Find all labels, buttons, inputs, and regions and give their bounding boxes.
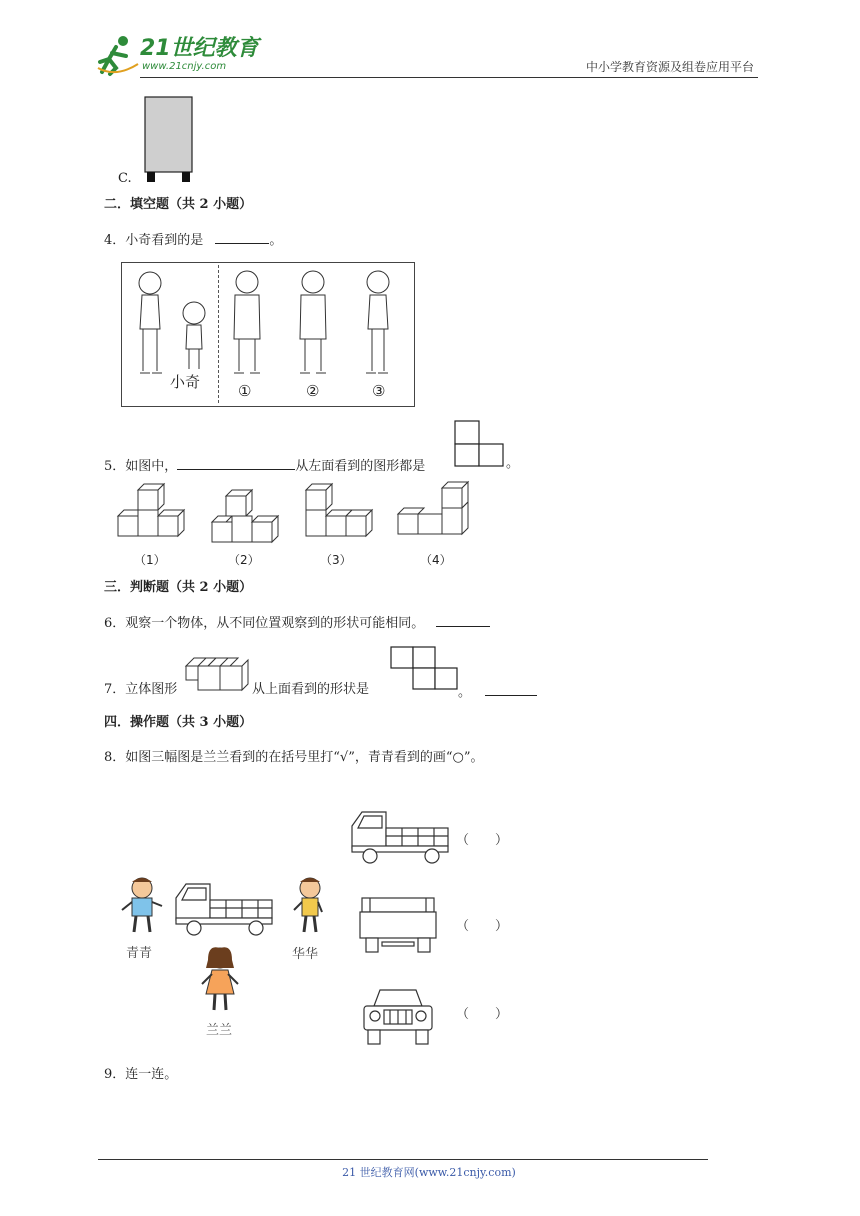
cube-label-2: （2） (228, 553, 260, 567)
boy-right-view (358, 267, 398, 377)
q4-option-2: ② (306, 382, 320, 400)
q9-text: 9．连一连。 (104, 1067, 178, 1082)
q5-period: 。 (506, 456, 520, 471)
qingqing-boy (122, 876, 162, 936)
section-fill-title: 二．填空题（共 2 小题） (104, 197, 253, 212)
cube-figure-3 (304, 484, 384, 546)
q5-left-view-shape (454, 420, 506, 468)
cube-label-3: （3） (320, 553, 352, 567)
huahua-label: 华华 (292, 947, 319, 962)
q4-option-3: ③ (372, 382, 386, 400)
q7-answer-blank[interactable] (485, 681, 537, 696)
q6-answer-blank[interactable] (436, 612, 490, 627)
truck-side-view (348, 808, 452, 866)
truck-side-scene (172, 880, 276, 938)
truck-front-view (360, 986, 436, 1048)
q6-question: 6．观察一个物体，从不同位置观察到的形状可能相同。 (104, 616, 425, 631)
q4-answer-blank[interactable] (215, 229, 269, 244)
header-divider (140, 77, 758, 78)
q6-text (104, 612, 490, 633)
q4-option-1: ① (238, 382, 252, 400)
logo-text: 21世纪教育 (140, 36, 259, 61)
q5-question-mid: 从左面看到的图形都是 (295, 459, 426, 474)
logo-url: www.21cnjy.com (142, 61, 227, 72)
cube-label-4: （4） (420, 553, 452, 567)
footer-divider (98, 1159, 708, 1160)
section-operate-title: 四．操作题（共 3 小题） (104, 715, 253, 730)
q8-answer-paren-1[interactable]: （ ） (456, 833, 509, 848)
header (96, 34, 758, 78)
q5-question-start: 5．如图中， (104, 459, 178, 474)
xiaoqi-label: 小奇 (170, 373, 201, 391)
q4-divider (218, 265, 219, 403)
cube-label-1: （1） (134, 553, 166, 567)
q5-answer-blank[interactable] (177, 455, 295, 470)
q7-text-mid: 从上面看到的形状是 (252, 682, 370, 697)
q8-text: 8．如图三幅图是兰兰看到的在括号里打“√”，青青看到的画“○”。 (104, 750, 484, 765)
huahua-boy (292, 876, 328, 936)
q7-period: 。 (458, 685, 472, 700)
q8-answer-paren-3[interactable]: （ ） (456, 1007, 509, 1022)
cube-figure-2 (210, 490, 290, 552)
boy-side-view (130, 267, 170, 377)
lanlan-girl (200, 946, 240, 1016)
footer-text: 21 世纪教育网(www.21cnjy.com) (342, 1166, 516, 1179)
q7-solid-figure (184, 654, 254, 694)
platform-name: 中小学教育资源及组卷应用平台 (585, 60, 754, 74)
qingqing-label: 青青 (126, 946, 153, 961)
cube-figure-1 (116, 484, 196, 546)
runner-logo-icon (96, 34, 140, 74)
section-judge-title: 三．判断题（共 2 小题） (104, 580, 253, 595)
q7-top-view-shape (390, 646, 460, 692)
q4-question: 4．小奇看到的是 (104, 233, 204, 248)
q7-text-start: 7．立体图形 (104, 682, 178, 697)
q4-text (104, 229, 282, 250)
q4-figure (121, 262, 415, 407)
truck-rear-view (358, 896, 438, 956)
lanlan-label: 兰兰 (206, 1023, 233, 1038)
q4-period: 。 (269, 233, 283, 248)
q3-option-c-label: C. (118, 171, 132, 186)
q5-text (104, 455, 425, 476)
q8-answer-paren-2[interactable]: （ ） (456, 919, 509, 934)
small-boy (178, 299, 210, 375)
q7-text-end (458, 681, 537, 702)
boy-front-view (292, 267, 334, 377)
cube-figure-4 (396, 482, 476, 544)
boy-back-view (226, 267, 268, 377)
cabinet-figure (144, 96, 196, 184)
